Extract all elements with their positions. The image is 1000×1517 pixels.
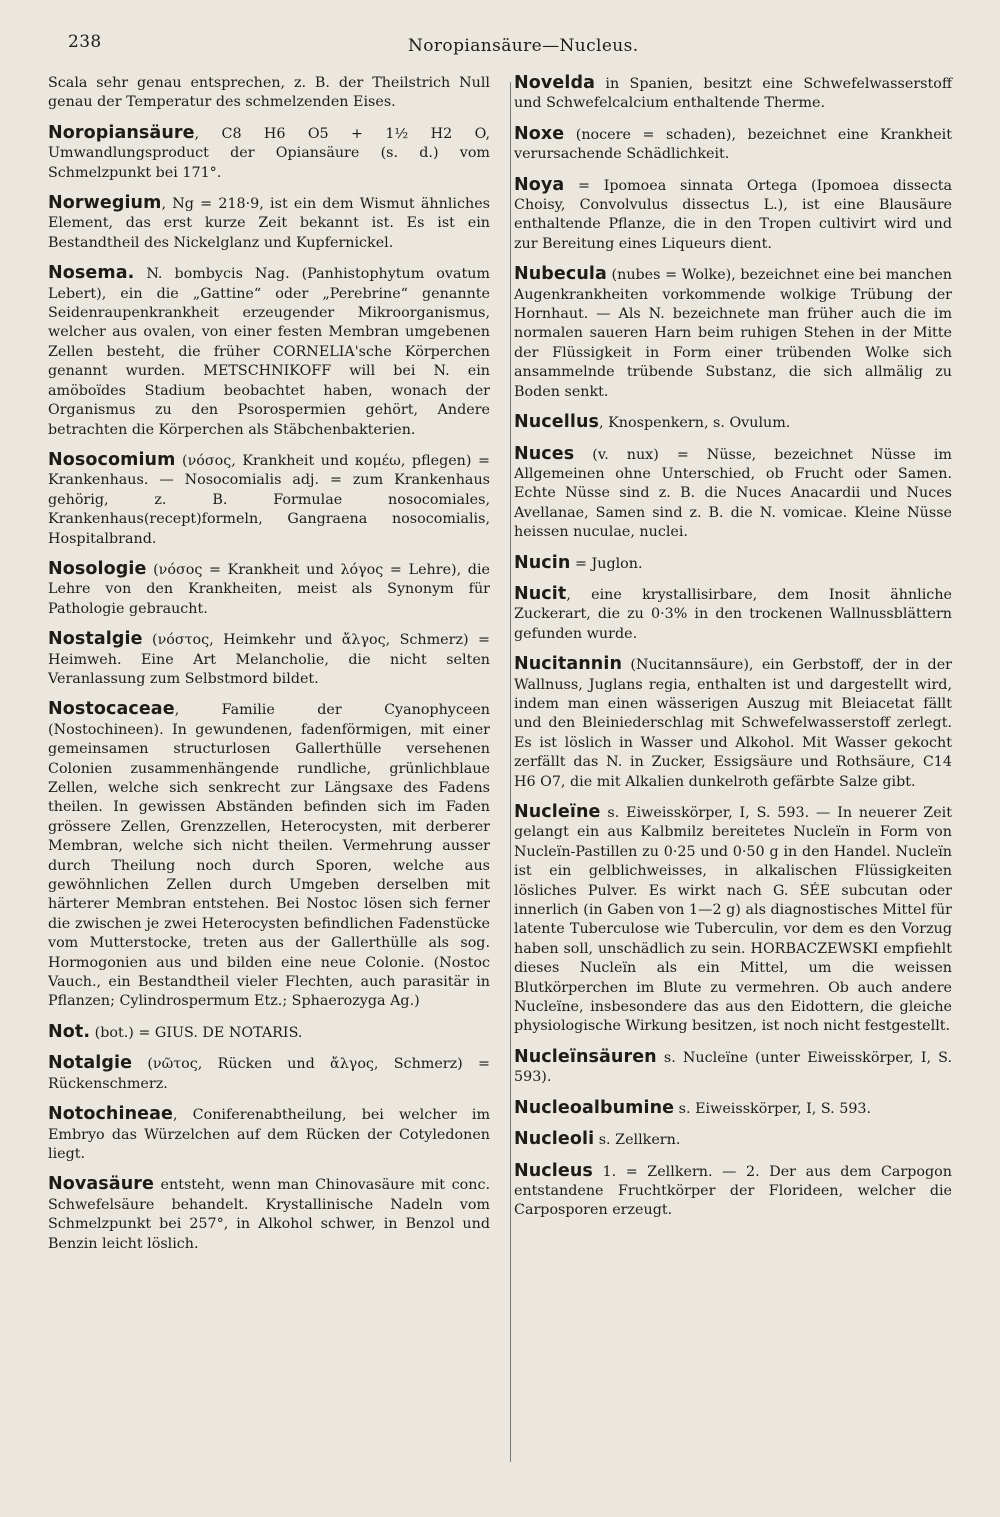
- entry-headword: Novasäure: [48, 1174, 154, 1195]
- entry-text: entsteht, wenn man Chinovasäure mit conc. Schwefelsäure behandelt. Krystallinische Nadeln vom Schmelzpunkt bei 257°, in Alkohol schwer, in Benzol und Benzin leicht löslich.: [48, 1177, 490, 1252]
- entry-headword: Nucin: [514, 552, 571, 573]
- entry-text: , Coniferenabtheilung, bei welcher im Embryo das Würzelchen auf dem Rücken der Cotyledonen liegt.: [48, 1107, 490, 1162]
- entry-not: [48, 1023, 490, 1043]
- entry-text: , Ng = 218·9, ist ein dem Wismut ähnliches Element, das erst kurze Zeit bekannt ist. Es ist ein Bestandtheil des Nickelglanz und Kupfernickel.: [48, 196, 490, 251]
- entry-text: Scala sehr genau entsprechen, z. B. der Theilstrich Null genau der Temperatur des schmelzenden Eises.: [48, 75, 490, 111]
- entry-text: s. Zellkern.: [594, 1132, 681, 1149]
- entry-noropiansaeure: [48, 124, 490, 183]
- entry-novelda: [514, 74, 952, 114]
- entry-headword: Notochineae: [48, 1104, 173, 1125]
- entry-headword: Nucellus: [514, 412, 600, 433]
- entry-nubecula: [514, 265, 952, 402]
- entry-nostocaceae: [48, 700, 490, 1012]
- entry-text: = Ipomoea sinnata Ortega (Ipomoea dissecta Choisy, Convolvulus dissectus L.), ist eine Blausäure enthaltende Pflanze, die in den Tropen cultivirt wird und zur Bereitung eines Liqueurs dient.: [514, 177, 952, 252]
- entry-text: (νόστος, Heimkehr und ἄλγος, Schmerz) = Heimweh. Eine Art Melancholie, die nicht selten Veranlassung zum Selbstmord bildet.: [48, 632, 490, 687]
- entry-nucleinsaeuren: [514, 1048, 952, 1088]
- entry-headword: Nucit: [514, 583, 567, 604]
- entry-nosocomium: [48, 451, 490, 549]
- entry-headword: Nucleïne: [514, 802, 601, 822]
- entry-norwegium: [48, 194, 490, 253]
- entry-text: , Familie der Cyanophyceen (Nostochineen). In gewundenen, fadenförmigen, mit einer gemeinsamen structurlosen Gallerthülle versehenen Colonien zusammenhängende rundliche, grünlichblaue Zellen, welche sich senkrecht zur Längsaxe des Fadens theilen. In gewissen Abständen befinden sich im Faden grössere Zellen, Grenzzellen, Heterocysten, mit derberer Membran, welche sich nicht theilen. Vermehrung ausser durch Theilung noch durch Sporen, welche aus gewöhnlichen Zellen durch Umgeben derselben mit härterer Membran entstehen. Bei Nostoc lösen sich ferner die zwischen je zwei Heterocysten befindlichen Fadenstücke vom Mutterstocke, treten aus der Gallerthülle als sog. Hormogonien aus und bilden eine neue Colonie. (Nostoc Vauch., ein Bestandtheil vieler Flechten, auch parasitär in Pflanzen; Cylindrospermum Etz.; Sphaerozyga Ag.): [48, 702, 490, 1010]
- entry-headword: Nubecula: [514, 264, 607, 285]
- entry-headword: Nuces: [514, 443, 575, 464]
- entry-headword: Nostalgie: [48, 629, 143, 650]
- entry-headword: Notalgie: [48, 1053, 133, 1074]
- entry-nucleus: [514, 1162, 952, 1221]
- entry-text: in Spanien, besitzt eine Schwefelwasserstoff und Schwefelcalcium enthaltende Therme.: [514, 76, 952, 112]
- entry-text: = Juglon.: [570, 555, 643, 572]
- entry-headword: Nostocaceae: [48, 699, 175, 720]
- page-number: 238: [68, 32, 102, 52]
- left-column: [48, 74, 490, 1265]
- entry-nuces: [514, 445, 952, 543]
- entry-headword: Nucitannin: [514, 654, 623, 675]
- entry-text: 1. = Zellkern. — 2. Der aus dem Carpogon entstandene Fruchtkörper der Florideen, welcher die Carposporen erzeugt.: [514, 1163, 952, 1219]
- entry-text: (v. nux) = Nüsse, bezeichnet Nüsse im Allgemeinen ohne Unterschied, ob Frucht oder Samen. Echte Nüsse sind z. B. die Nuces Anacardii und Nuces Avellanae, Samen sind z. B. die N. vomicae. Kleine Nüsse heissen nuculae, nuclei.: [514, 446, 952, 541]
- entry-nucleine: [514, 803, 952, 1037]
- entry-text: (nocere = schaden), bezeichnet eine Krankheit verursachende Schädlichkeit.: [514, 126, 952, 163]
- page-header: [48, 26, 952, 66]
- entry-nosologie: [48, 560, 490, 619]
- entry-headword: Norwegium: [48, 193, 162, 214]
- entry-text: s. Eiweisskörper, I, S. 593.: [674, 1100, 872, 1117]
- entry-headword: Noropiansäure: [48, 122, 195, 143]
- text-columns: [48, 74, 952, 1265]
- entry-headword: Nosema.: [48, 263, 135, 284]
- entry-text: , eine krystallisirbare, dem Inosit ähnliche Zuckerart, die zu 0·3% in den trockenen Wallnussblättern gefunden wurde.: [514, 586, 952, 642]
- entry-text: (νῶτος, Rücken und ἄλγος, Schmerz) = Rückenschmerz.: [48, 1056, 490, 1092]
- entry-headword: Noxe: [514, 123, 565, 144]
- entry-noya: [514, 176, 952, 255]
- entry-headword: Nucleus: [514, 1160, 593, 1181]
- entry-text: (νόσος, Krankheit und κομέω, pflegen) = Krankenhaus. — Nosocomialis adj. = zum Krankenhaus gehörig, z. B. Formulae nosocomiales, Krankenhaus(recept)formeln, Gangraena nosocomialis, Hospitalbrand.: [48, 452, 490, 547]
- entry-headword: Noya: [514, 174, 565, 195]
- entry-nucitannin: [514, 655, 952, 792]
- entry-text: (bot.) = GIUS. DE NOTARIS.: [90, 1024, 303, 1041]
- entry-notochineae: [48, 1105, 490, 1164]
- entry-notalgie: [48, 1054, 490, 1094]
- entry-headword: Nucleïnsäuren: [514, 1046, 657, 1067]
- entry-text: N. bombycis Nag. (Panhistophytum ovatum Lebert), ein die „Gattine“ oder „Perebrine“ genannte Seidenraupenkrankheit erzeugender Mikroorganismus, welcher aus ovalen, von einer festen Membran umgebenen Zellen besteht, die früher CORNELIA'sche Körperchen genannt wurden. METSCHNIKOFF will bei N. ein amöboïdes Stadium beobachtet haben, wonach der Organismus zu den Psorospermien gehört, Andere betrachten die Körperchen als Stäbchenbakterien.: [48, 266, 490, 438]
- entry-noxe: [514, 125, 952, 165]
- right-column: [514, 74, 952, 1265]
- entry-text: (Nucitannsäure), ein Gerbstoff, der in der Wallnuss, Juglans regia, enthalten ist und dargestellt wird, indem man einen wässerigen Auszug mit Bleiacetat fällt und den Bleiniederschlag mit Schwefelwasserstoff zerlegt. Es ist löslich in Wasser und Alkohol. Mit Wasser gekocht zerfällt das N. in Zucker, Essigsäure und Rothsäure, C14 H6 O7, die mit Alkalien dunkelroth gefärbte Salze gibt.: [514, 657, 952, 790]
- entry-text: (νόσος = Krankheit und λόγος = Lehre), die Lehre von den Krankheiten, meist als Synonym für Pathologie gebraucht.: [48, 561, 490, 617]
- entry-text: , C8 H6 O5 + 1½ H2 O, Umwandlungsproduct der Opiansäure (s. d.) vom Schmelzpunkt bei 171°.: [48, 125, 490, 181]
- entry-novasaeure: [48, 1175, 490, 1254]
- entry-headword: Nosocomium: [48, 449, 176, 470]
- entry-nucellus: [514, 413, 952, 433]
- entry-nucin: [514, 554, 952, 574]
- entry-nostalgie: [48, 630, 490, 689]
- entry-headword: Novelda: [514, 73, 595, 93]
- entry-text: , Knospenkern, s. Ovulum.: [599, 415, 791, 432]
- running-head: Noropiansäure—Nucleus.: [408, 36, 639, 56]
- entry-nucleoalbumine: [514, 1099, 952, 1119]
- column-divider: [510, 82, 511, 1462]
- entry-text: s. Eiweisskörper, I, S. 593. — In neuerer Zeit gelangt ein aus Kalbmilz bereitetes Nucleïn in Form von Nucleïn-Pastillen zu 0·25 und 0·50 g in den Handel. Nucleïn ist ein gelblichweisses, in alkalischen Flüssigkeiten lösliches Pulver. Es wirkt nach G. SÉE subcutan oder innerlich (in Gaben von 1—2 g) als diagnostisches Mittel für latente Tuberculose wie Tuberculin, vor dem es den Vorzug haben soll, unschädlich zu sein. HORBACZEWSKI empfiehlt dieses Nucleïn als ein Mittel, um die weissen Blutkörperchen im Blute zu vermehren. Ob auch andere Nucleïne, insbesondere das aus den Eidottern, die gleiche physiologische Wirkung besitzen, ist noch nicht festgestellt.: [514, 805, 952, 1035]
- entry-continuation: [48, 74, 490, 113]
- entry-headword: Nucleoalbumine: [514, 1097, 675, 1118]
- entry-text: (nubes = Wolke), bezeichnet eine bei manchen Augenkrankheiten vorkommende wolkige Trübung der Hornhaut. — Als N. bezeichnete man früher auch die im normalen saueren Harn beim ruhigen Stehen in der Mitte der Flüssigkeit in Form einer trübenden Wolke sich ansammelnde trübende Substanz, die sich allmälig zu Boden senkt.: [514, 267, 952, 400]
- entry-headword: Nosologie: [48, 558, 147, 579]
- entry-headword: Nucleoli: [514, 1129, 595, 1150]
- entry-text: s. Nucleïne (unter Eiweisskörper, I, S. 593).: [514, 1049, 952, 1086]
- entry-nucit: [514, 585, 952, 644]
- entry-nucleoli: [514, 1130, 952, 1150]
- entry-nosema: [48, 264, 490, 440]
- entry-headword: Not.: [48, 1021, 91, 1042]
